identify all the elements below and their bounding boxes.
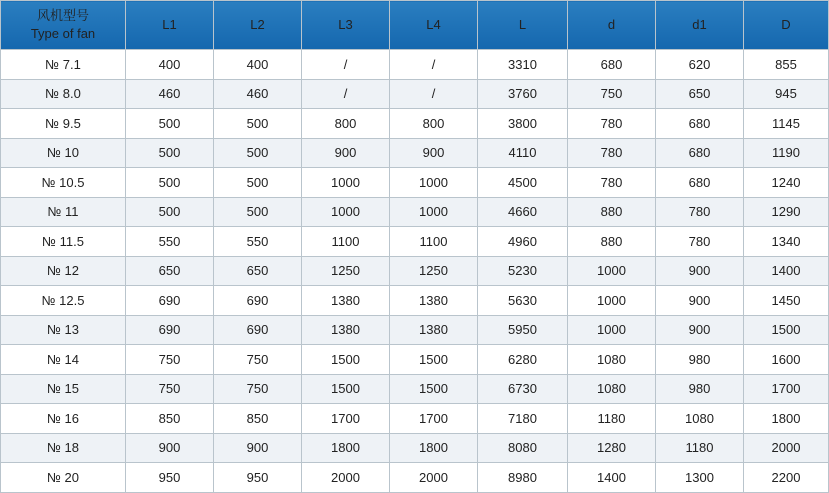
cell-l1: 690	[126, 286, 214, 316]
table-header	[1, 1, 829, 50]
cell-D: 1700	[744, 374, 829, 404]
cell-d1: 980	[656, 345, 744, 375]
cell-d1: 680	[656, 168, 744, 198]
cell-l2: 500	[214, 138, 302, 168]
cell-fan-type: № 18	[1, 433, 126, 463]
table-row	[1, 345, 829, 375]
cell-D: 1290	[744, 197, 829, 227]
table-row	[1, 315, 829, 345]
cell-d: 680	[568, 50, 656, 80]
cell-d1: 900	[656, 286, 744, 316]
cell-d: 1400	[568, 463, 656, 493]
cell-l2: 690	[214, 286, 302, 316]
cell-l: 5230	[478, 256, 568, 286]
cell-l1: 850	[126, 404, 214, 434]
cell-D: 2000	[744, 433, 829, 463]
cell-fan-type: № 10.5	[1, 168, 126, 198]
cell-l4: /	[390, 50, 478, 80]
header-cell-D: D	[744, 1, 829, 50]
table-row	[1, 168, 829, 198]
cell-l3: /	[302, 79, 390, 109]
cell-d1: 1300	[656, 463, 744, 493]
cell-l: 6730	[478, 374, 568, 404]
header-label-cn: 风机型号	[36, 8, 89, 24]
table-row	[1, 433, 829, 463]
cell-l4: 1800	[390, 433, 478, 463]
cell-d: 1000	[568, 315, 656, 345]
cell-l1: 750	[126, 374, 214, 404]
cell-d: 1000	[568, 256, 656, 286]
cell-fan-type: № 13	[1, 315, 126, 345]
cell-D: 1145	[744, 109, 829, 139]
cell-l4: 1000	[390, 197, 478, 227]
cell-d: 780	[568, 168, 656, 198]
cell-d1: 780	[656, 197, 744, 227]
cell-l: 4960	[478, 227, 568, 257]
cell-fan-type: № 11.5	[1, 227, 126, 257]
cell-l3: 1100	[302, 227, 390, 257]
header-cell-l4: L4	[390, 1, 478, 50]
cell-fan-type: № 12.5	[1, 286, 126, 316]
cell-d: 1080	[568, 374, 656, 404]
cell-l1: 460	[126, 79, 214, 109]
cell-l2: 900	[214, 433, 302, 463]
cell-l4: 1500	[390, 374, 478, 404]
table-row	[1, 109, 829, 139]
cell-fan-type: № 20	[1, 463, 126, 493]
table-row	[1, 197, 829, 227]
header-cell-type-of-fan	[1, 1, 126, 50]
cell-l2: 500	[214, 197, 302, 227]
cell-l3: 1250	[302, 256, 390, 286]
cell-d1: 900	[656, 256, 744, 286]
cell-l4: /	[390, 79, 478, 109]
cell-l1: 690	[126, 315, 214, 345]
cell-l: 3760	[478, 79, 568, 109]
header-cell-l: L	[478, 1, 568, 50]
table-row	[1, 50, 829, 80]
table-row	[1, 138, 829, 168]
cell-d: 750	[568, 79, 656, 109]
cell-l2: 750	[214, 374, 302, 404]
cell-l3: 1700	[302, 404, 390, 434]
cell-l2: 750	[214, 345, 302, 375]
cell-D: 1500	[744, 315, 829, 345]
table-body	[1, 50, 829, 493]
cell-fan-type: № 7.1	[1, 50, 126, 80]
cell-D: 1400	[744, 256, 829, 286]
cell-D: 855	[744, 50, 829, 80]
cell-d1: 1080	[656, 404, 744, 434]
cell-l4: 1380	[390, 315, 478, 345]
cell-l3: 1500	[302, 374, 390, 404]
cell-d: 880	[568, 227, 656, 257]
cell-D: 1240	[744, 168, 829, 198]
cell-l4: 1500	[390, 345, 478, 375]
cell-d1: 680	[656, 138, 744, 168]
cell-l2: 690	[214, 315, 302, 345]
cell-l4: 1380	[390, 286, 478, 316]
header-cell-l2: L2	[214, 1, 302, 50]
cell-d: 1180	[568, 404, 656, 434]
cell-l: 3800	[478, 109, 568, 139]
cell-d1: 900	[656, 315, 744, 345]
cell-d1: 980	[656, 374, 744, 404]
cell-l3: 1000	[302, 168, 390, 198]
cell-l2: 950	[214, 463, 302, 493]
cell-l: 8080	[478, 433, 568, 463]
cell-l4: 800	[390, 109, 478, 139]
cell-l1: 950	[126, 463, 214, 493]
cell-d1: 780	[656, 227, 744, 257]
table-row	[1, 79, 829, 109]
cell-d: 880	[568, 197, 656, 227]
table-row	[1, 227, 829, 257]
cell-l3: 2000	[302, 463, 390, 493]
cell-d: 780	[568, 109, 656, 139]
cell-d1: 1180	[656, 433, 744, 463]
cell-l4: 900	[390, 138, 478, 168]
header-cell-l1: L1	[126, 1, 214, 50]
cell-fan-type: № 16	[1, 404, 126, 434]
cell-fan-type: № 14	[1, 345, 126, 375]
cell-D: 1190	[744, 138, 829, 168]
cell-d1: 680	[656, 109, 744, 139]
cell-D: 2200	[744, 463, 829, 493]
cell-l3: 1380	[302, 286, 390, 316]
cell-l2: 650	[214, 256, 302, 286]
cell-l1: 500	[126, 109, 214, 139]
cell-fan-type: № 15	[1, 374, 126, 404]
cell-l4: 2000	[390, 463, 478, 493]
cell-l4: 1100	[390, 227, 478, 257]
cell-l2: 550	[214, 227, 302, 257]
cell-l1: 650	[126, 256, 214, 286]
cell-l: 7180	[478, 404, 568, 434]
cell-d: 1000	[568, 286, 656, 316]
cell-l1: 500	[126, 197, 214, 227]
cell-fan-type: № 11	[1, 197, 126, 227]
cell-d: 780	[568, 138, 656, 168]
cell-l3: /	[302, 50, 390, 80]
cell-l: 4110	[478, 138, 568, 168]
table-row	[1, 256, 829, 286]
table-row	[1, 286, 829, 316]
header-cell-l3: L3	[302, 1, 390, 50]
cell-l3: 900	[302, 138, 390, 168]
cell-l1: 750	[126, 345, 214, 375]
cell-D: 945	[744, 79, 829, 109]
cell-l4: 1000	[390, 168, 478, 198]
cell-D: 1600	[744, 345, 829, 375]
header-cell-d: d	[568, 1, 656, 50]
header-row	[1, 1, 829, 50]
cell-D: 1340	[744, 227, 829, 257]
cell-l4: 1250	[390, 256, 478, 286]
cell-d: 1080	[568, 345, 656, 375]
cell-l: 5630	[478, 286, 568, 316]
cell-l2: 500	[214, 168, 302, 198]
cell-l: 4500	[478, 168, 568, 198]
table-row	[1, 374, 829, 404]
cell-l2: 850	[214, 404, 302, 434]
cell-l: 5950	[478, 315, 568, 345]
table-row	[1, 404, 829, 434]
cell-l3: 1800	[302, 433, 390, 463]
header-label-en: Type of fan	[30, 26, 96, 41]
cell-l3: 1000	[302, 197, 390, 227]
cell-l4: 1700	[390, 404, 478, 434]
cell-l1: 500	[126, 168, 214, 198]
cell-d1: 650	[656, 79, 744, 109]
header-cell-d1: d1	[656, 1, 744, 50]
cell-l1: 500	[126, 138, 214, 168]
table-row	[1, 463, 829, 493]
cell-l: 4660	[478, 197, 568, 227]
cell-l1: 900	[126, 433, 214, 463]
cell-D: 1450	[744, 286, 829, 316]
cell-l3: 800	[302, 109, 390, 139]
cell-fan-type: № 12	[1, 256, 126, 286]
cell-l3: 1380	[302, 315, 390, 345]
cell-l: 6280	[478, 345, 568, 375]
cell-l: 3310	[478, 50, 568, 80]
cell-l1: 400	[126, 50, 214, 80]
cell-l1: 550	[126, 227, 214, 257]
cell-l2: 500	[214, 109, 302, 139]
cell-d: 1280	[568, 433, 656, 463]
cell-fan-type: № 8.0	[1, 79, 126, 109]
cell-l: 8980	[478, 463, 568, 493]
cell-l3: 1500	[302, 345, 390, 375]
cell-fan-type: № 9.5	[1, 109, 126, 139]
cell-l2: 460	[214, 79, 302, 109]
cell-fan-type: № 10	[1, 138, 126, 168]
cell-D: 1800	[744, 404, 829, 434]
cell-d1: 620	[656, 50, 744, 80]
cell-l2: 400	[214, 50, 302, 80]
